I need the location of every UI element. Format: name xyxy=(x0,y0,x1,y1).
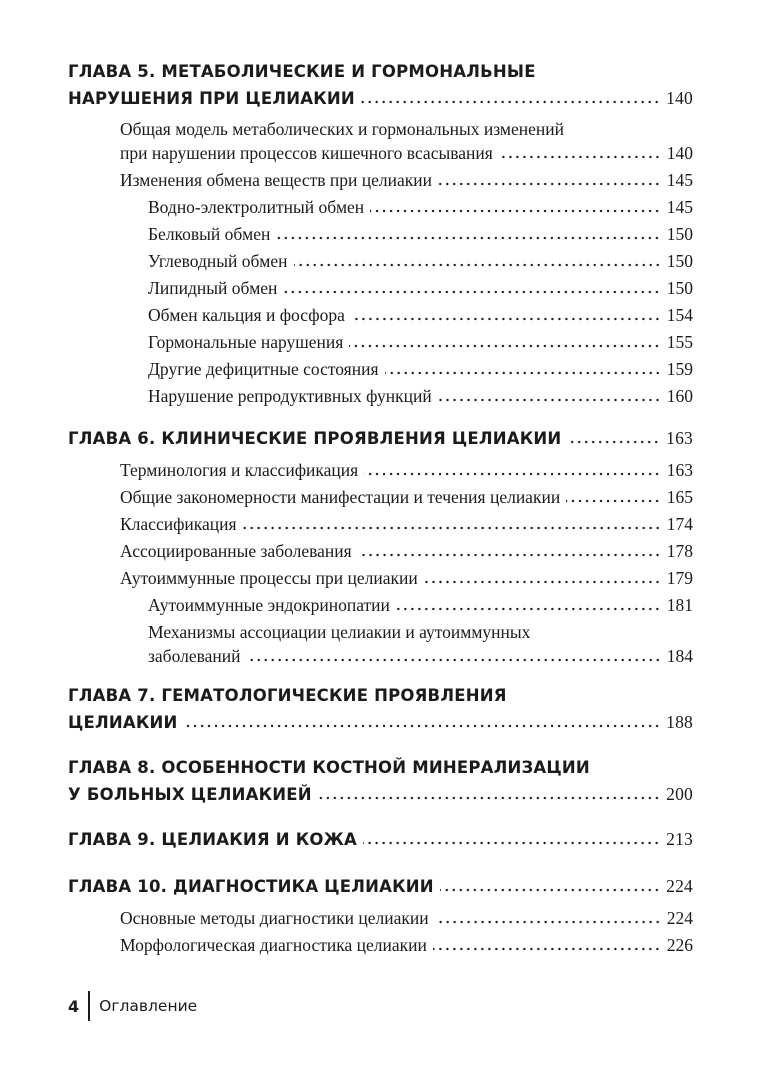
dot-leader xyxy=(396,607,661,611)
toc-item-page: 178 xyxy=(666,541,693,561)
chapter-6-entry[interactable] xyxy=(68,428,693,449)
dot-leader xyxy=(294,263,661,267)
toc-subitem-page: 150 xyxy=(666,251,693,271)
chapter-10-page: 224 xyxy=(666,876,693,896)
dot-leader xyxy=(358,553,661,557)
toc-item-page: 140 xyxy=(666,143,693,163)
toc-subitem[interactable] xyxy=(148,278,693,299)
toc-subitem[interactable] xyxy=(148,595,693,616)
dot-leader xyxy=(499,155,661,159)
toc-item[interactable] xyxy=(120,460,693,481)
toc-subitem-title: Нарушение репродуктивных функций xyxy=(148,386,432,406)
toc-subitem[interactable] xyxy=(148,386,693,407)
toc-subitem-page: 159 xyxy=(666,359,693,379)
toc-item-title: Классификация xyxy=(120,514,237,534)
toc-subitem-title: Липидный обмен xyxy=(148,278,278,298)
toc-subitem-title: Гормональные нарушения xyxy=(148,332,344,352)
toc-item[interactable] xyxy=(120,487,693,508)
chapter-7-title-text-2: ЦЕЛИАКИИ xyxy=(68,713,178,732)
chapter-7-title-text-1: ГЛАВА 7. ГЕМАТОЛОГИЧЕСКИЕ ПРОЯВЛЕНИЯ xyxy=(68,686,507,705)
chapter-8-title-text-1: ГЛАВА 8. ОСОБЕННОСТИ КОСТНОЙ МИНЕРАЛИЗАЦИИ xyxy=(68,758,590,777)
toc-item-title: Ассоциированные заболевания xyxy=(120,541,352,561)
toc-subitem-page: 155 xyxy=(666,332,693,352)
dot-leader xyxy=(243,526,661,530)
chapter-5-title-text-1: ГЛАВА 5. МЕТАБОЛИЧЕСКИЕ И ГОРМОНАЛЬНЫЕ xyxy=(68,62,536,81)
toc-subitem-title: Водно-электролитный обмен xyxy=(148,197,365,217)
toc-item-page: 145 xyxy=(666,170,693,190)
toc-item[interactable] xyxy=(120,568,693,589)
chapter-6-title: ГЛАВА 6. КЛИНИЧЕСКИЕ ПРОЯВЛЕНИЯ ЦЕЛИАКИИ xyxy=(68,429,562,448)
dot-leader xyxy=(247,658,661,662)
chapter-7-page: 188 xyxy=(666,712,693,732)
toc-subitem-title: Другие дефицитные состояния xyxy=(148,359,379,379)
toc-subitem-page: 181 xyxy=(666,595,693,615)
toc-item[interactable] xyxy=(120,143,693,164)
toc-subitem-page: 154 xyxy=(666,305,693,325)
dot-leader xyxy=(438,182,661,186)
page-number: 4 xyxy=(68,996,80,1016)
page-footer xyxy=(68,989,197,1023)
chapter-10-entry[interactable] xyxy=(68,876,693,897)
chapter-9-page: 213 xyxy=(666,829,693,849)
toc-item-page: 224 xyxy=(666,908,693,928)
toc-subitem-page: 150 xyxy=(666,224,693,244)
chapter-10-title: ГЛАВА 10. ДИАГНОСТИКА ЦЕЛИАКИИ xyxy=(68,877,434,896)
toc-item-page: 174 xyxy=(666,514,693,534)
toc-item-title: Терминология и классификация xyxy=(120,460,359,480)
toc-subitem[interactable] xyxy=(148,305,693,326)
toc-item-title: Основные методы диагностики целиакии xyxy=(120,908,429,928)
chapter-5-title-line1[interactable] xyxy=(68,62,693,81)
dot-leader xyxy=(361,100,660,104)
toc-subitem-page: 145 xyxy=(666,197,693,217)
toc-subitem-page: 160 xyxy=(666,386,693,406)
toc-subitem[interactable] xyxy=(148,646,693,667)
chapter-8-title-line1[interactable] xyxy=(68,758,693,777)
toc-subitem[interactable] xyxy=(148,359,693,380)
chapter-9-title: ГЛАВА 9. ЦЕЛИАКИЯ И КОЖА xyxy=(68,830,358,849)
toc-subitem[interactable] xyxy=(148,332,693,353)
chapter-5-title-text-2: НАРУШЕНИЯ ПРИ ЦЕЛИАКИИ xyxy=(68,89,355,108)
toc-item[interactable] xyxy=(120,514,693,535)
dot-leader xyxy=(351,317,661,321)
section-label: Оглавление xyxy=(99,997,198,1015)
toc-item-line1[interactable] xyxy=(120,119,693,140)
footer-divider xyxy=(88,991,90,1021)
chapter-7-title-line1[interactable] xyxy=(68,686,693,705)
chapter-5-entry[interactable] xyxy=(68,88,693,109)
toc-subitem-title: Механизмы ассоциации целиакии и аутоиммунных xyxy=(148,622,531,642)
dot-leader xyxy=(566,499,661,503)
toc-item-title: Изменения обмена веществ при целиакии xyxy=(120,170,433,190)
toc-item[interactable] xyxy=(120,541,693,562)
dot-leader xyxy=(440,888,660,892)
toc-subitem-title: Аутоиммунные эндокринопатии xyxy=(148,595,390,615)
toc-item-title: Аутоиммунные процессы при целиакии xyxy=(120,568,418,588)
toc-item-title: Морфологическая диагностика целиакии xyxy=(120,935,427,955)
dot-leader xyxy=(318,796,660,800)
toc-item[interactable] xyxy=(120,908,693,929)
dot-leader xyxy=(424,580,661,584)
toc-subitem-line1[interactable] xyxy=(148,622,693,643)
toc-subitem-title: заболеваний xyxy=(148,646,241,666)
dot-leader xyxy=(276,236,660,240)
chapter-9-entry[interactable] xyxy=(68,829,693,850)
dot-leader xyxy=(435,920,661,924)
toc-item-page: 226 xyxy=(666,935,693,955)
dot-leader xyxy=(567,440,660,444)
toc-subitem-page: 150 xyxy=(666,278,693,298)
dot-leader xyxy=(370,209,661,213)
toc-subitem[interactable] xyxy=(148,251,693,272)
dot-leader xyxy=(184,724,661,728)
chapter-8-entry[interactable] xyxy=(68,784,693,805)
dot-leader xyxy=(283,290,660,294)
toc-item-page: 165 xyxy=(666,487,693,507)
toc-subitem[interactable] xyxy=(148,224,693,245)
chapter-8-title-text-2: У БОЛЬНЫХ ЦЕЛИАКИЕЙ xyxy=(68,785,312,804)
dot-leader xyxy=(363,841,660,845)
toc-item-title: при нарушении процессов кишечного всасывания xyxy=(120,143,493,163)
toc-item-title: Общие закономерности манифестации и течения целиакии xyxy=(120,487,561,507)
toc-item-title: Общая модель метаболических и гормональных изменений xyxy=(120,119,564,139)
dot-leader xyxy=(438,398,661,402)
toc-item-page: 163 xyxy=(666,460,693,480)
toc-subitem[interactable] xyxy=(148,197,693,218)
chapter-8-page: 200 xyxy=(666,784,693,804)
chapter-5-page: 140 xyxy=(666,88,693,108)
toc-item-page: 179 xyxy=(666,568,693,588)
toc-subitem-title: Белковый обмен xyxy=(148,224,271,244)
toc-subitem-title: Углеводный обмен xyxy=(148,251,288,271)
toc-item[interactable] xyxy=(120,170,693,191)
dot-leader xyxy=(364,472,661,476)
chapter-7-entry[interactable] xyxy=(68,712,693,733)
dot-leader xyxy=(349,344,660,348)
toc-item[interactable] xyxy=(120,935,693,956)
chapter-6-page: 163 xyxy=(666,428,693,448)
dot-leader xyxy=(385,371,661,375)
toc-subitem-page: 184 xyxy=(666,646,693,666)
toc-subitem-title: Обмен кальция и фосфора xyxy=(148,305,345,325)
dot-leader xyxy=(433,947,661,951)
